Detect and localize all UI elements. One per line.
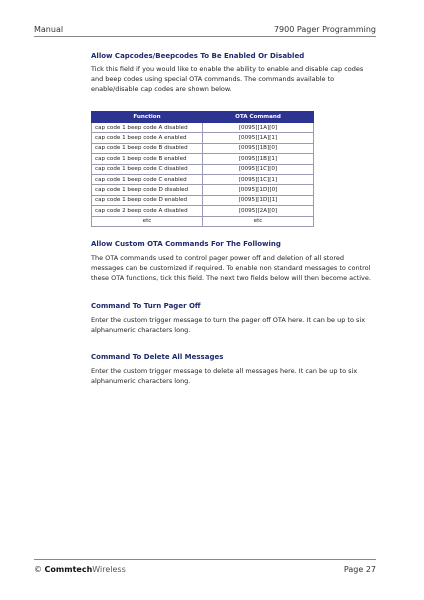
section-body-capcodes: Tick this field if you would like to enable the ability to enable and disable cap codes and beep codes using special OTA commands. The commands available to enable/disable cap codes are shown below.: [91, 65, 364, 93]
ota-command-table: [91, 111, 314, 227]
table-cell-function: cap code 1 beep code A enabled: [92, 133, 203, 143]
table-row: [92, 206, 314, 216]
table-cell-function: cap code 2 beep code A disabled: [92, 206, 203, 216]
table-cell-function: cap code 1 beep code B disabled: [92, 143, 203, 153]
table-cell-command: [0095][1A][1]: [203, 133, 314, 143]
table-cell-function: cap code 1 beep code C enabled: [92, 174, 203, 184]
table-cell-command: [0095][1C][0]: [203, 164, 314, 174]
table-row: [92, 164, 314, 174]
table-cell-command: [0095][1D][1]: [203, 195, 314, 205]
table-cell-function: etc: [92, 216, 203, 226]
table-row: [92, 216, 314, 226]
table-cell-function: cap code 1 beep code A disabled: [92, 123, 203, 133]
header-document-title: 7900 Pager Programming: [273, 25, 376, 34]
table-header-function: Function: [92, 112, 203, 123]
table-cell-function: cap code 1 beep code D enabled: [92, 195, 203, 205]
table-row: [92, 195, 314, 205]
section-body-pager-off: Enter the custom trigger message to turn the pager off OTA here. It can be up to six alphanumeric characters long.: [91, 316, 366, 334]
table-row: [92, 133, 314, 143]
copyright-symbol: ©: [34, 565, 42, 574]
table-cell-command: [0095][1C][1]: [203, 174, 314, 184]
table-header-row: [92, 112, 314, 123]
brand-name-bold: Commtech: [44, 565, 93, 574]
table-cell-function: cap code 1 beep code B enabled: [92, 154, 203, 164]
table-header-ota-command: OTA Command: [203, 112, 314, 123]
header-manual-label: Manual: [34, 25, 64, 34]
table-row: [92, 185, 314, 195]
footer-divider: [34, 559, 376, 560]
table-row: [92, 154, 314, 164]
table-cell-command: [0095][2A][0]: [203, 206, 314, 216]
section-body-custom-ota: The OTA commands used to control pager power off and deletion of all stored messages can be customized if required. To enable non standard messages to control these OTA functions, tick this field. The next two fields below will then become active.: [91, 254, 371, 282]
footer-brand: [34, 565, 126, 574]
table-cell-command: [0095][1B][1]: [203, 154, 314, 164]
table-cell-function: cap code 1 beep code D disabled: [92, 185, 203, 195]
section-heading-custom-ota: Allow Custom OTA Commands For The Following: [91, 240, 281, 248]
table-row: [92, 123, 314, 133]
table-row: [92, 143, 314, 153]
table-cell-command: [0095][1B][0]: [203, 143, 314, 153]
section-heading-capcodes: Allow Capcodes/Beepcodes To Be Enabled Or Disabled: [91, 52, 305, 60]
table-cell-command: [0095][1A][0]: [203, 123, 314, 133]
table-cell-command: [0095][1D][0]: [203, 185, 314, 195]
header-divider: [34, 36, 376, 37]
table-row: [92, 174, 314, 184]
brand-name-light: Wireless: [92, 565, 126, 574]
table-cell-function: cap code 1 beep code C disabled: [92, 164, 203, 174]
page-number: Page 27: [343, 565, 376, 574]
section-heading-delete-messages: Command To Delete All Messages: [91, 353, 224, 361]
section-heading-pager-off: Command To Turn Pager Off: [91, 302, 201, 310]
section-body-delete-messages: Enter the custom trigger message to delete all messages here. It can be up to six alphanumeric characters long.: [91, 367, 358, 385]
table-cell-command: etc: [203, 216, 314, 226]
